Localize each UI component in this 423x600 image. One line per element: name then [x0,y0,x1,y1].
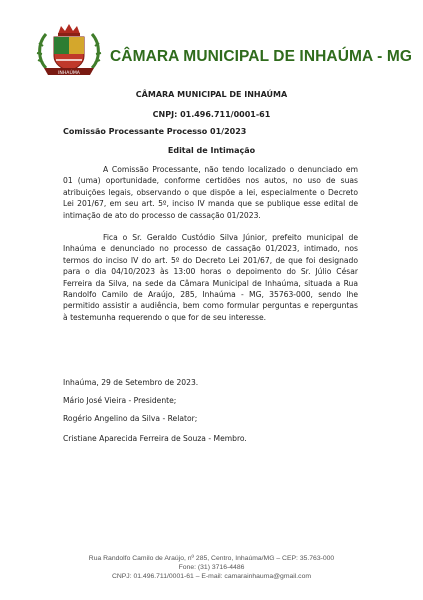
document-title: Edital de Intimação [167,146,256,155]
signatory-president: Mário José Vieira - Presidente; [63,396,177,405]
signatory-rapporteur: Rogério Angelino da Silva - Relator; [63,414,198,423]
org-name: CÂMARA MUNICIPAL DE INHAÚMA [135,90,288,99]
commission-title: Comissão Processante Processo 01/2023 [63,127,247,136]
municipal-crest-icon [34,22,104,80]
footer-address: Rua Randolfo Camilo de Araújo, nº 285, Centro, Inhaúma/MG – CEP: 35.763-000 [88,555,335,562]
crest-ribbon-text: INHAÚMA [58,70,80,76]
signatory-member: Cristiane Aparecida Ferreira de Souza - Membro. [63,434,247,443]
letterhead [34,22,414,82]
date-line: Inhaúma, 29 de Setembro de 2023. [63,378,199,387]
paragraph-2 [63,232,358,323]
paragraph-1 [63,164,358,221]
footer-phone: Fone: (31) 3716-4486 [178,564,245,571]
brand-name: CÂMARA MUNICIPAL DE INHAÚMA - MG [110,48,412,65]
footer-contact: CNPJ: 01.496.711/0001-61 – E-mail: camarainhauma@gmail.com [111,573,312,580]
cnpj-line: CNPJ: 01.496.711/0001-61 [152,110,271,119]
paragraph-2-text: Fica o Sr. Geraldo Custódio Silva Júnior, prefeito municipal de Inhaúma e denunciado no processo de cassação 01/2023, intimado, nos termos do inciso IV do art. 5º do Decreto Lei 201/67, de que foi designado para o dia 04/10/2023 às 13:00 horas o depoimento do Sr. Júlio César Ferreira da Silva, na sede da Câmara Municipal de Inhaúma, situada a Rua Randolfo Camilo de Araújo, 285, Inhaúma - MG, 35763-000, sendo lhe permitido assistir a audiência, bem como formular perguntas e reperguntas à testemunha requerendo o que for de seu interesse. [63,233,358,322]
paragraph-1-text: A Comissão Processante, não tendo localizado o denunciado em 01 (uma) oportunidade, conforme certidões nos autos, no uso de suas atribuições legais, observando o que dispõe a lei, especialmente o Decreto Lei 201/67, em seu art. 5º, inciso IV manda que se publique esse edital de intimação de ato do processo de cassação 01/2023. [63,165,358,220]
